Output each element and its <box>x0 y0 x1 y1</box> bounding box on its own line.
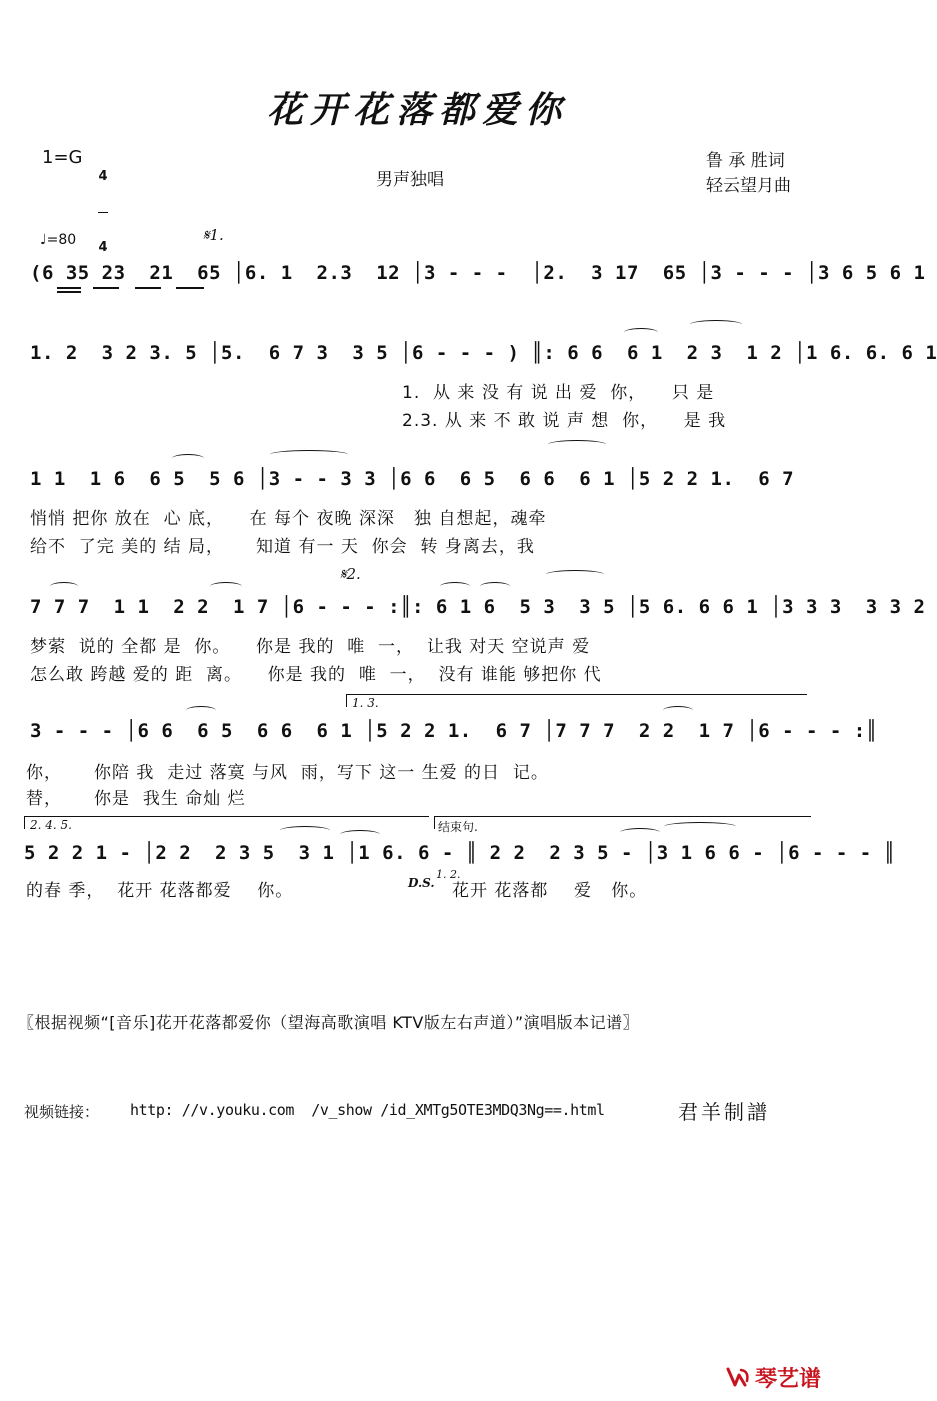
lyric-row-6-verse-1: 的春 季， 花开 花落都爱 你。 <box>26 881 294 901</box>
composer-credit: 轻云望月曲 <box>706 176 791 196</box>
time-signature <box>98 142 108 269</box>
lyric-row-2-verse-2: 2.3. 从 来 不 敢 说 声 想 你， 是 我 <box>402 411 727 431</box>
video-link-label: 视频链接： <box>24 1103 100 1121</box>
site-logo[interactable] <box>725 1362 821 1393</box>
time-signature-bottom: 4 <box>98 240 108 255</box>
lyric-row-5-verse-1: 你， 你陪 我 走过 落寞 与风 雨，写下 这一 生爱 的日 记。 <box>26 763 549 783</box>
volta-bracket-a: 1. 3. <box>352 696 379 710</box>
video-link-url[interactable]: http: //v.youku.com /v_show /id_XMTg5OTE3MDQ3Ng==.html <box>130 1101 605 1119</box>
score-row-4: 7 7 7 1 1 2 2 1 7 │6 - - - :║: 6 1 6 5 3 3 5 │5 6. 6 6 1 │3 3 3 3 3 2 <box>30 596 926 618</box>
time-signature-top: 4 <box>98 169 108 184</box>
lyric-row-5-verse-2: 替， 你是 我生 命灿 烂 <box>26 789 246 809</box>
tempo-mark: ♩=80 <box>40 232 77 248</box>
lyricist-credit: 鲁 承 胜词 <box>706 151 785 171</box>
logo-text: 琴艺谱 <box>754 1367 821 1392</box>
transcription-source-note: 〖根据视频“[音乐]花开花落都爱你（望海高歌演唱 KTV版左右声道）”演唱版本记谱〗 <box>18 1013 640 1032</box>
score-row-5: 3 - - - │6 6 6 5 6 6 6 1 │5 2 2 1. 6 7 │7 7 7 2 2 1 7 │6 - - - :║ <box>30 720 878 742</box>
score-row-1: (6 35 23 21 65 │6. 1 2.3 12 │3 - - - │2. 3 17 65 │3 - - - │3 6 5 6 1 <box>30 262 926 284</box>
arranger-signature: 君羊制譜 <box>678 1100 770 1124</box>
lyric-row-3-verse-1: 悄悄 把你 放在 心 底， 在 每个 夜晚 深深 独 自想起，魂牵 <box>30 509 547 529</box>
logo-mark-icon <box>725 1365 751 1391</box>
score-row-3: 1 1 1 6 6 5 5 6 │3 - - 3 3 │6 6 6 5 6 6 6 1 │5 2 2 1. 6 7 <box>30 468 795 490</box>
segno-2: 𝄋2. <box>340 565 361 583</box>
key-signature: 1=G <box>42 147 83 168</box>
volta-bracket-b: 2. 4. 5. <box>30 818 72 832</box>
segno-1: 𝄋1. <box>203 226 224 244</box>
volta-ending: 结束句. <box>438 820 478 834</box>
dal-segno-numbers: 1. 2. <box>436 868 461 881</box>
lyric-row-2-verse-1: 1. 从 来 没 有 说 出 爱 你， 只 是 <box>402 383 715 403</box>
song-title: 花开花落都爱你 <box>266 89 568 131</box>
score-row-2: 1. 2 3 2 3. 5 │5. 6 7 3 3 5 │6 - - - ) ║: 6 6 6 1 2 3 1 2 │1 6. 6. 6 1 <box>30 342 937 364</box>
lyric-row-4-verse-2: 怎么敢 跨越 爱的 距 离。 你是 我的 唯 一， 没有 谁能 够把你 代 <box>30 665 602 685</box>
performance-note: 男声独唱 <box>376 170 444 190</box>
lyric-row-6-verse-2: 花开 花落都 爱 你。 <box>452 881 648 901</box>
lyric-row-3-verse-2: 给不 了完 美的 结 局， 知道 有一 天 你会 转 身离去，我 <box>30 537 535 557</box>
dal-segno-mark: D.S. <box>408 876 435 890</box>
lyric-row-4-verse-1: 梦萦 说的 全都 是 你。 你是 我的 唯 一， 让我 对天 空说声 爱 <box>30 637 591 657</box>
score-row-6: 5 2 2 1 - │2 2 2 3 5 3 1 │1 6. 6 - ║ 2 2 2 3 5 - │3 1 6 6 - │6 - - - ║ <box>24 842 896 864</box>
